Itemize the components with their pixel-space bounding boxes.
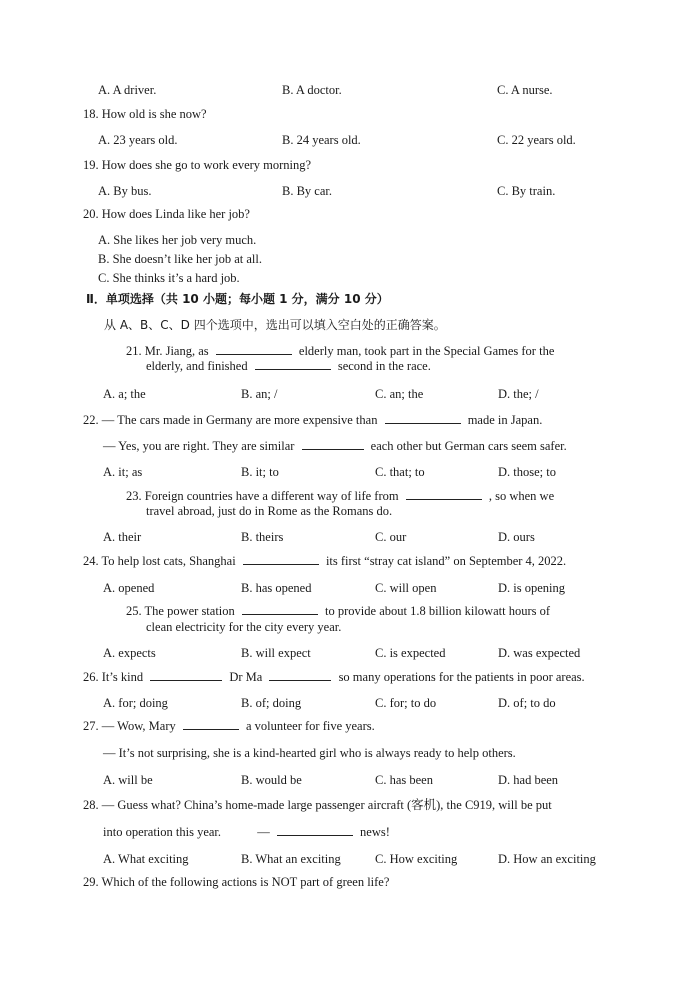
question-stem-line-2 [146,358,431,374]
option-a: A. expects [103,646,156,660]
question-stem-line-2: clean electricity for the city every year. [146,620,342,634]
stem-text: 27. — Wow, Mary [83,719,176,733]
option-d: D. How an exciting [498,852,596,866]
stem-text: a volunteer for five years. [246,719,375,733]
stem-text: 24. To help lost cats, Shanghai [83,554,236,568]
stem-text: — Yes, you are right. They are similar [103,439,295,453]
option-b: B. What an exciting [241,852,341,866]
option-b: B. A doctor. [282,83,342,97]
question-stem-line-2: — It’s not surprising, she is a kind-hearted girl who is always ready to help others. [103,746,516,760]
question-stem-line-1 [83,718,375,734]
option-d: D. those; to [498,465,556,479]
question-stem: 18. How old is she now? [83,107,207,121]
question-stem-line-2: travel abroad, just do in Rome as the Romans do. [146,504,393,518]
stem-text: its first “stray cat island” on September 4, 2022. [325,554,567,568]
question-stem-line-2 [103,438,567,454]
question-stem: 19. How does she go to work every morning? [83,158,312,172]
question-stem: 29. Which of the following actions is NOT part of green life? [83,875,390,889]
option-b: B. has opened [241,581,312,595]
option-b: B. 24 years old. [282,133,361,147]
stem-text: news! [360,825,390,839]
answer-blank [406,488,482,500]
option-b: B. an; / [241,387,278,401]
option-c: C. A nurse. [497,83,553,97]
stem-text: elderly, and finished [146,359,248,373]
answer-blank [269,669,331,681]
option-c: C. for; to do [375,696,437,710]
option-d: D. the; / [498,387,539,401]
option-c: C. How exciting [375,852,458,866]
stem-text: elderly man, took part in the Special Games for the [298,344,555,358]
option-a: A. She likes her job very much. [98,233,257,247]
stem-text: , so when we [488,489,555,503]
option-a: A. their [103,530,142,544]
option-b: B. She doesn’t like her job at all. [98,252,262,266]
option-b: B. would be [241,773,302,787]
stem-text: second in the race. [337,359,431,373]
answer-blank [277,824,353,836]
answer-blank [242,603,318,615]
option-c: C. will open [375,581,437,595]
option-a: A. opened [103,581,155,595]
question-stem-line-1: 28. — Guess what? China’s home-made large passenger aircraft (客机), the C919, will be put [83,798,552,812]
option-b: B. it; to [241,465,279,479]
option-c: C. an; the [375,387,424,401]
option-a: A. will be [103,773,153,787]
question-stem-line-1 [83,412,542,428]
answer-blank [255,358,331,370]
option-a: A. A driver. [98,83,157,97]
question-stem-line-1 [83,669,585,685]
option-d: D. of; to do [498,696,556,710]
option-a: A. 23 years old. [98,133,178,147]
option-a: A. a; the [103,387,146,401]
option-d: D. was expected [498,646,581,660]
stem-text: each other but German cars seem safer. [370,439,567,453]
section-instruction: 从 A、B、C、D 四个选项中，选出可以填入空白处的正确答案。 [104,318,446,332]
option-c: C. She thinks it’s a hard job. [98,271,240,285]
answer-blank [150,669,222,681]
answer-blank [216,343,292,355]
option-b: B. By car. [282,184,332,198]
stem-text: made in Japan. [467,413,543,427]
option-c: C. By train. [497,184,556,198]
stem-text: 23. Foreign countries have a different way of life from [126,489,399,503]
question-stem-line-2 [103,824,390,840]
stem-text: 21. Mr. Jiang, as [126,344,209,358]
option-a: A. What exciting [103,852,189,866]
option-c: C. that; to [375,465,425,479]
question-stem-line-1 [83,553,566,569]
option-a: A. for; doing [103,696,168,710]
question-stem: 20. How does Linda like her job? [83,207,250,221]
answer-blank [243,553,319,565]
answer-blank [183,718,239,730]
question-stem-line-1 [126,488,554,504]
answer-blank [302,438,364,450]
section-heading: Ⅱ．单项选择（共 10 小题；每小题 1 分，满分 10 分） [86,292,389,306]
stem-text: to provide about 1.8 billion kilowatt hours of [325,604,551,618]
option-c: C. is expected [375,646,446,660]
option-a: A. it; as [103,465,143,479]
question-stem-line-1 [126,343,554,359]
stem-text: into operation this year. [103,825,222,839]
option-c: C. 22 years old. [497,133,576,147]
question-stem-line-1 [126,603,550,619]
stem-text: 22. — The cars made in Germany are more expensive than [83,413,378,427]
answer-blank [385,412,461,424]
option-c: C. our [375,530,407,544]
option-b: B. of; doing [241,696,302,710]
stem-text: 26. It’s kind [83,670,144,684]
stem-text: Dr Ma [229,670,263,684]
option-d: D. had been [498,773,559,787]
option-a: A. By bus. [98,184,152,198]
option-b: B. theirs [241,530,284,544]
stem-text: 25. The power station [126,604,235,618]
option-b: B. will expect [241,646,311,660]
stem-text: so many operations for the patients in poor areas. [338,670,585,684]
option-c: C. has been [375,773,433,787]
stem-text: — [257,825,270,839]
option-d: D. ours [498,530,535,544]
option-d: D. is opening [498,581,566,595]
